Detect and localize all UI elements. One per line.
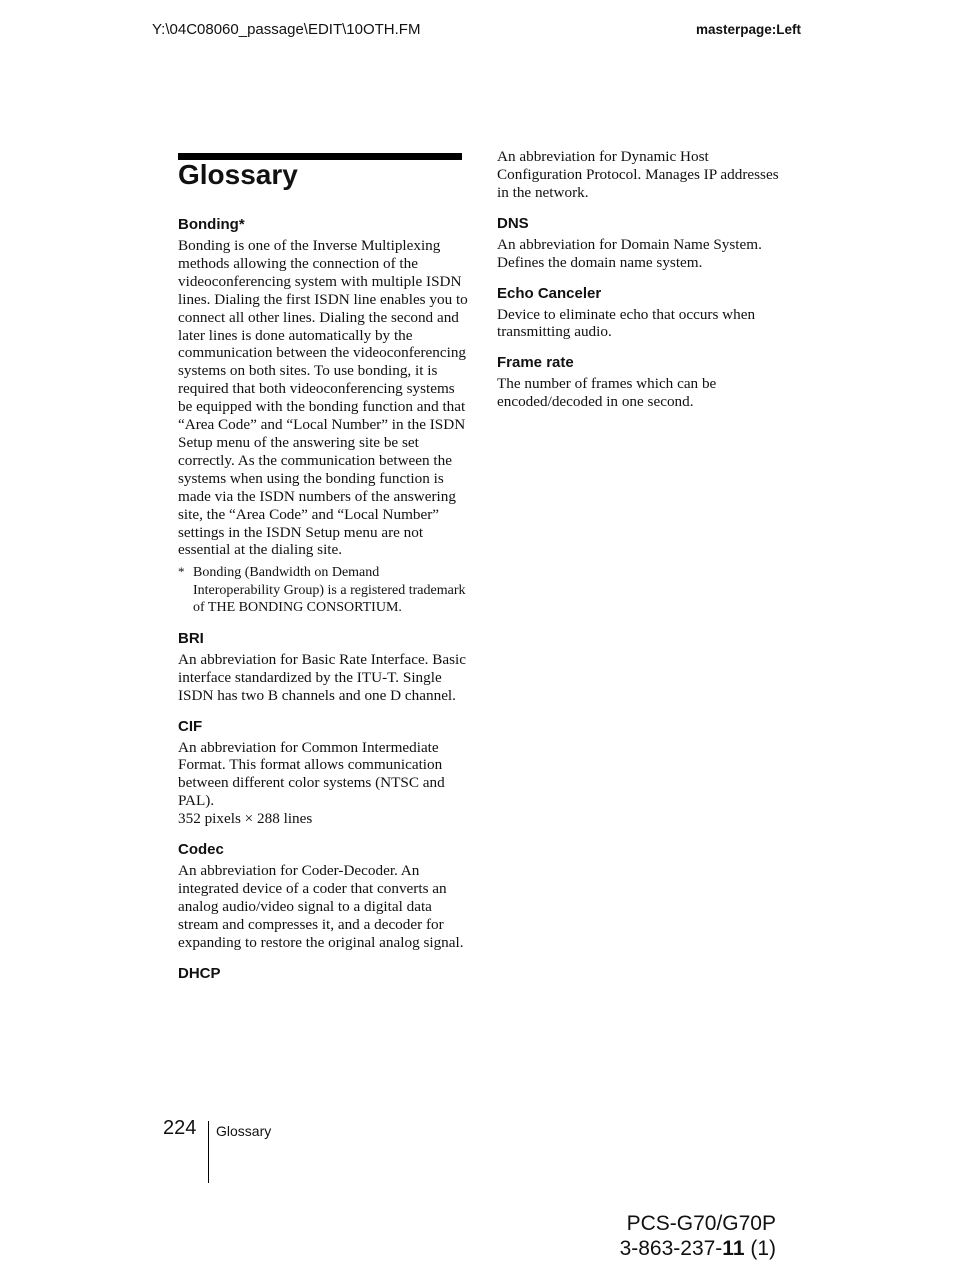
glossary-entry-frame-rate (497, 354, 787, 411)
glossary-entry-bri (178, 630, 468, 705)
footnote-text: Bonding (Bandwidth on Demand Interoperability Group) is a registered trademark of THE BONDING CONSORTIUM. (193, 565, 466, 616)
left-column (178, 216, 468, 996)
part-number-prefix: 3-863-237- (619, 1237, 723, 1260)
definition-codec: An abbreviation for Coder-Decoder. An integrated device of a coder that converts an analog audio/video signal to a digital data stream and compresses it, and a decoder for expanding to restore the original analog signal. (178, 862, 464, 951)
definition-frame-rate: The number of frames which can be encoded/decoded in one second. (497, 375, 717, 411)
footnote-bonding (178, 564, 468, 617)
glossary-entry-dhcp (178, 965, 468, 983)
footer-divider (208, 1121, 209, 1183)
definition-bonding: Bonding is one of the Inverse Multiplexing methods allowing the connection of the videoconferencing system with multiple ISDN lines. Dialing the first ISDN line enables you to connect all other lines. Dialing the second and later lines is done automatically by the communication between the videoconferencing systems on both sites. To use bonding, it is required that both videoconferencing systems be equipped with the bonding function and that “Area Code” and “Local Number” in the ISDN Setup menu of the answering site be set correctly. As the communication between the systems when using the bonding function is made via the ISDN numbers of the answering site, the “Area Code” and “Local Number” settings in the ISDN Setup menu are not essential at the dialing site. (178, 237, 468, 559)
footnote-mark: * (178, 564, 185, 580)
part-number-suffix: (1) (744, 1237, 776, 1260)
glossary-entry-dhcp-continued (497, 148, 787, 202)
term-bonding: Bonding* (178, 216, 245, 233)
header-masterpage: masterpage:Left (696, 22, 802, 37)
glossary-entry-dns (497, 215, 787, 272)
part-number (620, 1236, 776, 1261)
term-frame-rate: Frame rate (497, 354, 574, 372)
right-column (497, 148, 787, 424)
definition-cif-resolution: 352 pixels × 288 lines (178, 810, 313, 828)
glossary-entry-cif (178, 718, 468, 829)
glossary-entry-echo-canceler (497, 285, 787, 342)
term-echo-canceler: Echo Canceler (497, 284, 602, 302)
model-number: PCS-G70/G70P (626, 1212, 776, 1235)
part-number-revision: 11 (722, 1237, 745, 1260)
glossary-entry-codec (178, 841, 468, 952)
footer-section-name: Glossary (216, 1123, 272, 1139)
page-number: 224 (163, 1117, 197, 1139)
model-info (620, 1211, 776, 1261)
definition-dns: An abbreviation for Domain Name System. Defines the domain name system. (497, 235, 762, 271)
glossary-entry-bonding (178, 216, 468, 617)
page-title: Glossary (178, 159, 298, 190)
term-cif: CIF (178, 717, 203, 735)
term-dns: DNS (497, 214, 529, 232)
term-bri: BRI (178, 629, 204, 647)
definition-echo-canceler: Device to eliminate echo that occurs when transmitting audio. (497, 305, 756, 341)
term-codec: Codec (178, 841, 224, 859)
definition-bri: An abbreviation for Basic Rate Interface. Basic interface standardized by the ITU-T. Single ISDN has two B channels and one D channel. (178, 650, 467, 704)
definition-dhcp: An abbreviation for Dynamic Host Configuration Protocol. Manages IP addresses in the network. (497, 148, 779, 201)
header-file-path: Y:\04C08060_passage\EDIT\10OTH.FM (152, 21, 421, 38)
term-dhcp: DHCP (178, 964, 221, 982)
definition-cif: An abbreviation for Common Intermediate Format. This format allows communication between different color systems (NTSC and PAL). (178, 738, 445, 810)
